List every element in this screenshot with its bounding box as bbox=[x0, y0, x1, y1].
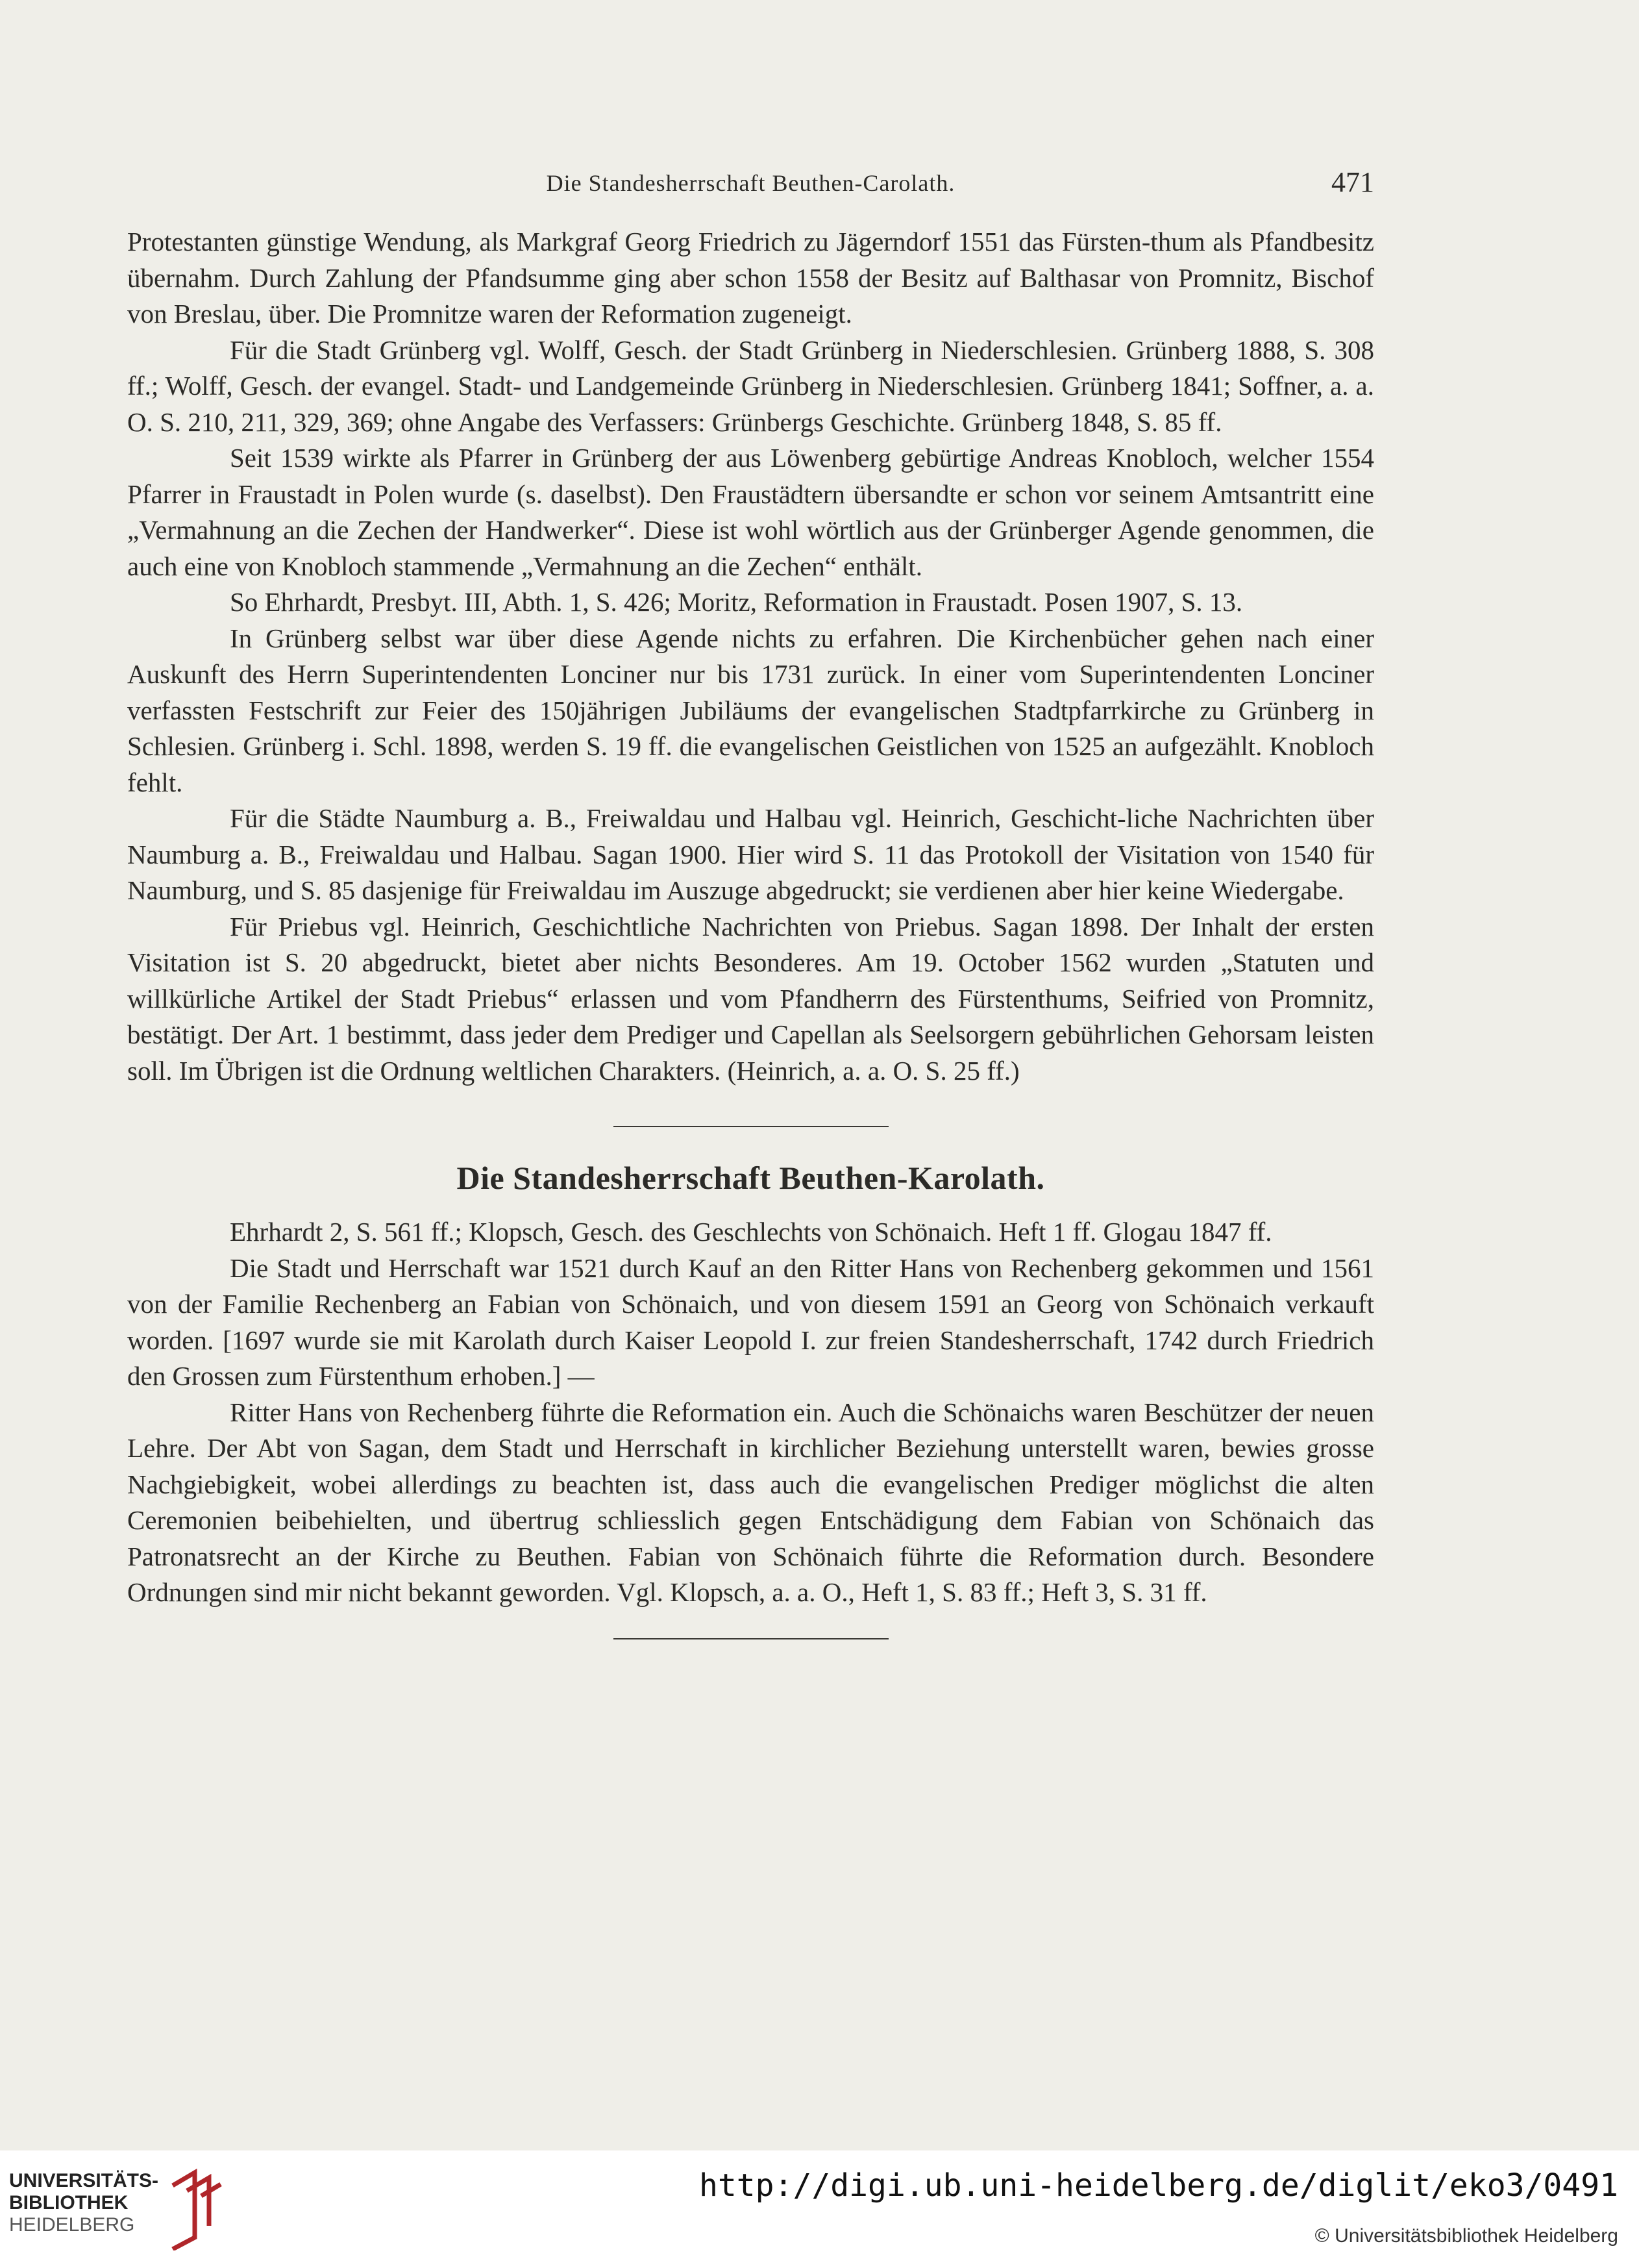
section-divider bbox=[613, 1126, 889, 1127]
running-head bbox=[127, 166, 1374, 205]
library-logo-icon bbox=[161, 2166, 226, 2250]
paragraph: Für Priebus vgl. Heinrich, Geschichtliche Nachrichten von Priebus. Sagan 1898. Der Inhalt der ersten Visitation ist S. 20 abgedruckt, bietet aber nichts Besonderes. Am 19. October 1562 wurden „Statuten und willkürliche Artikel der Stadt Priebus“ erlassen und vom Pfandherrn des Fürstenthums, Seifried von Promnitz, bestätigt. Der Art. 1 bestimmt, dass jeder dem Prediger und Capellan als Seelsorgern gebührlichen Gehorsam leisten soll. Im Übrigen ist die Ordnung weltlichen Charakters. (Heinrich, a. a. O. S. 25 ff.) bbox=[127, 911, 1374, 1086]
document-url-link[interactable]: http://digi.ub.uni-heidelberg.de/diglit/eko3/0491 bbox=[698, 2167, 1618, 2204]
library-line: HEIDELBERG bbox=[9, 2214, 135, 2236]
body-text bbox=[127, 224, 1374, 1639]
paragraph: In Grünberg selbst war über diese Agende nichts zu erfahren. Die Kirchenbücher gehen nach einer Auskunft des Herrn Superintendenten Lonciner nur bis 1731 zurück. In einer vom Superintendenten Lonciner verfassten Festschrift zur Feier des 150jährigen Jubiläums der evangelischen Stadtpfarrkirche zu Grünberg in Schlesien. Grünberg i. Schl. 1898, werden S. 19 ff. die evangelischen Geistlichen von 1525 an aufgezählt. Knobloch fehlt. bbox=[127, 623, 1374, 797]
paragraph: Protestanten günstige Wendung, als Markgraf Georg Friedrich zu Jägerndorf 1551 das Fürsten-thum als Pfandbesitz übernahm. Durch Zahlung der Pfandsumme ging aber schon 1558 der Besitz auf Balthasar von Promnitz, Bischof von Breslau, über. Die Promnitze waren der Reformation zugeneigt. bbox=[127, 227, 1374, 329]
paragraph: So Ehrhardt, Presbyt. III, Abth. 1, S. 426; Moritz, Reformation in Fraustadt. Posen 1907, S. 13. bbox=[230, 587, 1243, 617]
running-title: Die Standesherrschaft Beuthen-Carolath. bbox=[546, 170, 955, 196]
section-title: Die Standesherrschaft Beuthen-Karolath. bbox=[456, 1160, 1045, 1196]
library-logo-text bbox=[9, 2170, 158, 2236]
end-divider bbox=[613, 1638, 889, 1639]
paragraph: Für die Stadt Grünberg vgl. Wolff, Gesch. der Stadt Grünberg in Niederschlesien. Grünberg 1888, S. 308 ff.; Wolff, Gesch. der evangel. Stadt- und Landgemeinde Grünberg in Niederschlesien. Grünberg 1841; Soffner, a. a. O. S. 210, 211, 329, 369; ohne Angabe des Verfassers: Grünbergs Geschichte. Grünberg 1848, S. 85 ff. bbox=[127, 334, 1374, 437]
paragraph: Ehrhardt 2, S. 561 ff.; Klopsch, Gesch. des Geschlechts von Schönaich. Heft 1 ff. Glogau 1847 ff. bbox=[230, 1217, 1272, 1247]
paragraph: Für die Städte Naumburg a. B., Freiwaldau und Halbau vgl. Heinrich, Geschicht-liche Nachrichten über Naumburg a. B., Freiwaldau und Halbau. Sagan 1900. Hier wird S. 11 das Protokoll der Visitation von 1540 für Naumburg, und S. 85 dasjenige für Freiwaldau im Auszuge abgedruckt; sie verdienen aber hier keine Wiedergabe. bbox=[127, 803, 1374, 905]
paragraph: Ritter Hans von Rechenberg führte die Reformation ein. Auch die Schönaichs waren Beschützer der neuen Lehre. Der Abt von Sagan, dem Stadt und Herrschaft in kirchlicher Beziehung unterstellt waren, bewies grosse Nachgiebigkeit, wobei allerdings zu beachten ist, dass auch die evangelischen Prediger möglichst die alten Ceremonien beibehielten, und übertrug schliesslich gegen Entschädigung dem Fabian von Schönaich das Patronatsrecht an der Kirche zu Beuthen. Fabian von Schönaich führte die Reformation durch. Besondere Ordnungen sind mir nicht bekannt geworden. Vgl. Klopsch, a. a. O., Heft 1, S. 83 ff.; Heft 3, S. 31 ff. bbox=[127, 1397, 1374, 1607]
page-number: 471 bbox=[1331, 166, 1374, 198]
library-line: BIBLIOTHEK bbox=[9, 2192, 129, 2213]
footer-bar bbox=[0, 2150, 1639, 2268]
paragraph: Die Stadt und Herrschaft war 1521 durch Kauf an den Ritter Hans von Rechenberg gekommen und 1561 von der Familie Rechenberg an Fabian von Schönaich, und von diesem 1591 an Georg von Schönaich verkauft worden. [1697 wurde sie mit Karolath durch Kaiser Leopold I. zur freien Standesherrschaft, 1742 durch Friedrich den Grossen zum Fürstenthum erhoben.] — bbox=[127, 1252, 1374, 1391]
paragraph: Seit 1539 wirkte als Pfarrer in Grünberg der aus Löwenberg gebürtige Andreas Knobloch, welcher 1554 Pfarrer in Fraustadt in Polen wurde (s. daselbst). Den Fraustädtern übersandte er schon vor seinem Amtsantritt eine „Vermahnung an die Zechen der Handwerker“. Diese ist wohl wörtlich aus der Grünberger Agende genommen, die auch eine von Knobloch stammende „Vermahnung an die Zechen“ enthält. bbox=[127, 443, 1374, 581]
library-line: UNIVERSITÄTS- bbox=[9, 2170, 159, 2191]
copyright-notice: © Universitätsbibliothek Heidelberg bbox=[1314, 2225, 1618, 2247]
